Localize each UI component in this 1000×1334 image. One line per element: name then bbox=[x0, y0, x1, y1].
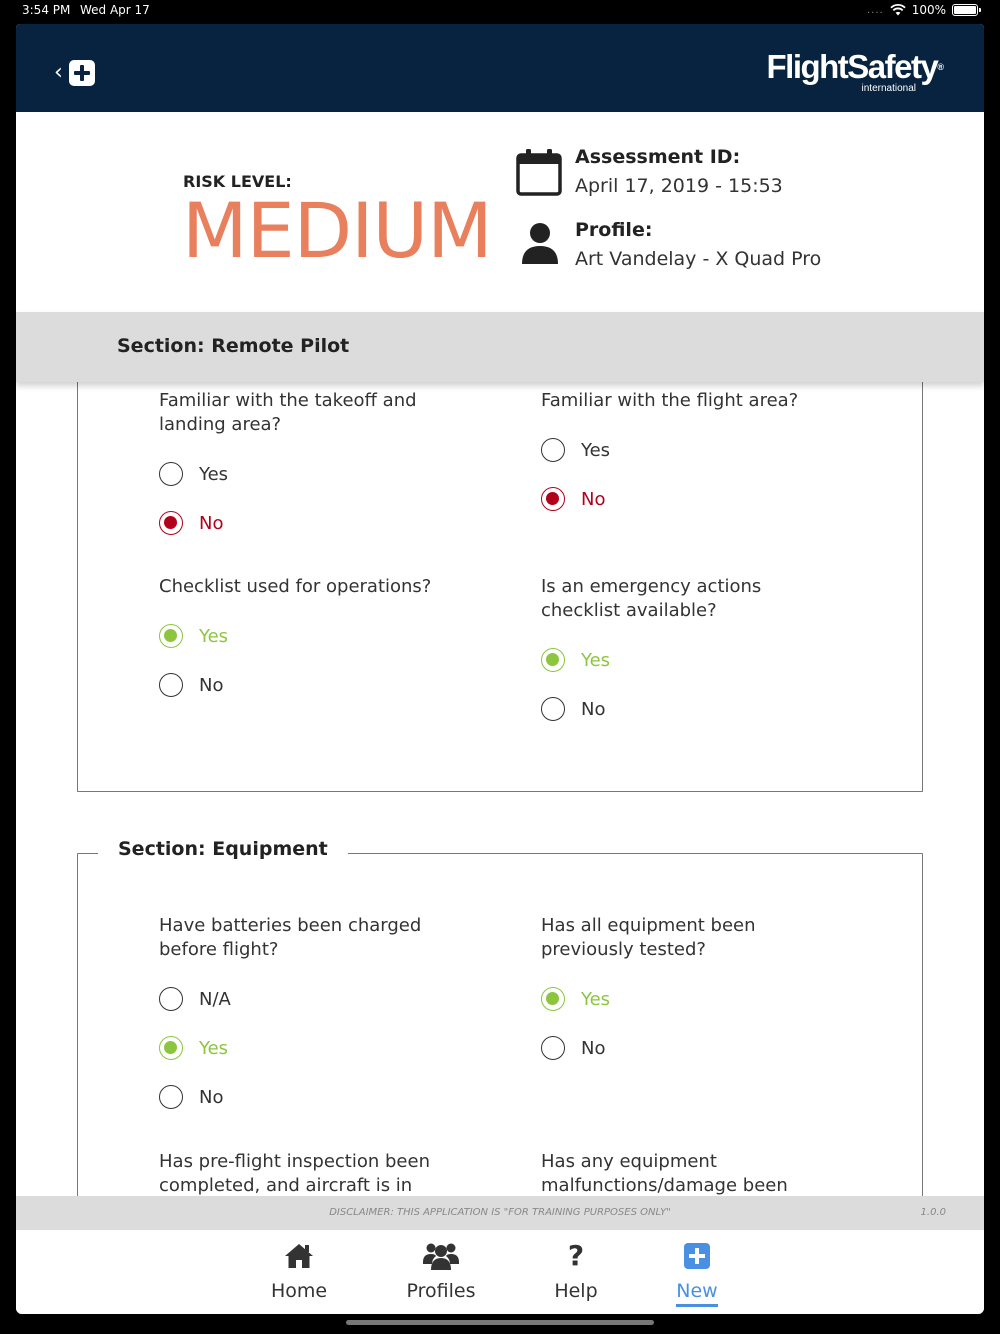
question-preflight-inspection bbox=[159, 1150, 459, 1196]
status-indicators bbox=[867, 3, 978, 17]
question-flight-area bbox=[541, 389, 841, 511]
radio-button-selected[interactable] bbox=[159, 511, 183, 535]
radio-button-selected[interactable] bbox=[541, 487, 565, 511]
radio-button[interactable] bbox=[541, 438, 565, 462]
option-label: Yes bbox=[581, 988, 611, 1010]
profile-label: Profile: bbox=[575, 219, 653, 241]
home-indicator[interactable] bbox=[346, 1320, 654, 1325]
app-window bbox=[16, 24, 984, 1314]
plus-square-icon bbox=[69, 60, 95, 86]
option-no[interactable] bbox=[541, 697, 841, 721]
battery-icon bbox=[952, 4, 978, 16]
app-header bbox=[16, 24, 984, 112]
question-text: Is an emergency actions checklist available? bbox=[541, 576, 762, 621]
risk-level-value: MEDIUM bbox=[182, 186, 492, 275]
option-na[interactable] bbox=[159, 987, 459, 1011]
question-text: Has any equipment malfunctions/damage been bbox=[541, 1151, 788, 1196]
option-label: Yes bbox=[199, 463, 229, 485]
radio-button[interactable] bbox=[159, 462, 183, 486]
back-button[interactable] bbox=[54, 58, 106, 88]
active-tab-indicator bbox=[676, 1304, 718, 1307]
tab-label: Profiles bbox=[406, 1280, 476, 1302]
help-icon: ? bbox=[567, 1239, 585, 1272]
option-label: N/A bbox=[199, 988, 231, 1010]
calendar-icon bbox=[516, 148, 562, 196]
tab-profiles[interactable] bbox=[386, 1240, 496, 1314]
option-label: No bbox=[581, 698, 606, 720]
section-remote-pilot bbox=[77, 382, 923, 792]
radio-button[interactable] bbox=[541, 697, 565, 721]
option-no[interactable] bbox=[159, 673, 459, 697]
question-text: Familiar with the takeoff and landing area? bbox=[159, 390, 417, 435]
radio-button[interactable] bbox=[159, 987, 183, 1011]
wifi-icon bbox=[890, 4, 906, 16]
status-bar bbox=[0, 0, 1000, 22]
option-label: Yes bbox=[199, 1037, 229, 1059]
home-icon bbox=[283, 1240, 315, 1272]
question-text: Have batteries been charged before flight? bbox=[159, 915, 422, 960]
radio-button-selected[interactable] bbox=[159, 1036, 183, 1060]
plus-square-icon bbox=[683, 1240, 711, 1272]
profile-value: Art Vandelay - X Quad Pro bbox=[575, 248, 822, 270]
section-header-remote-pilot bbox=[16, 312, 984, 382]
radio-button[interactable] bbox=[159, 673, 183, 697]
tab-bar bbox=[16, 1230, 984, 1314]
radio-button[interactable] bbox=[541, 1036, 565, 1060]
option-label: No bbox=[581, 488, 606, 510]
option-no[interactable] bbox=[541, 487, 841, 511]
option-label: No bbox=[581, 1037, 606, 1059]
status-time: 3:54 PM bbox=[22, 3, 71, 17]
tab-label: Home bbox=[270, 1280, 328, 1302]
question-text: Familiar with the flight area? bbox=[541, 390, 799, 411]
option-label: Yes bbox=[581, 439, 611, 461]
risk-level-label: RISK LEVEL: bbox=[183, 172, 292, 191]
person-icon bbox=[521, 222, 559, 266]
assessment-form[interactable] bbox=[16, 382, 984, 1196]
section-title: Section: Equipment bbox=[98, 838, 348, 860]
tab-label: Help bbox=[554, 1280, 598, 1302]
radio-button[interactable] bbox=[159, 1085, 183, 1109]
question-batteries-charged bbox=[159, 914, 459, 1109]
option-yes[interactable] bbox=[159, 624, 459, 648]
option-label: No bbox=[199, 1086, 224, 1108]
question-checklist-used bbox=[159, 575, 459, 697]
option-label: No bbox=[199, 512, 224, 534]
option-yes[interactable] bbox=[159, 1036, 459, 1060]
option-yes[interactable] bbox=[541, 438, 841, 462]
option-no[interactable] bbox=[159, 1085, 459, 1109]
tab-label: New bbox=[676, 1280, 718, 1302]
radio-button-selected[interactable] bbox=[541, 987, 565, 1011]
option-label: Yes bbox=[581, 649, 611, 671]
section-equipment bbox=[77, 838, 923, 1196]
question-emergency-checklist bbox=[541, 575, 841, 721]
radio-button-selected[interactable] bbox=[541, 648, 565, 672]
question-equipment-malfunctions bbox=[541, 1150, 841, 1196]
option-no[interactable] bbox=[159, 511, 459, 535]
brand-logo bbox=[766, 48, 945, 94]
profiles-icon bbox=[423, 1240, 459, 1272]
battery-percent: 100% bbox=[911, 3, 946, 17]
question-text: Checklist used for operations? bbox=[159, 576, 432, 597]
option-yes[interactable] bbox=[541, 987, 841, 1011]
option-no[interactable] bbox=[541, 1036, 841, 1060]
tab-help[interactable] bbox=[521, 1240, 631, 1314]
question-equipment-tested bbox=[541, 914, 841, 1060]
signal-icon: .... bbox=[866, 4, 884, 16]
status-date: Wed Apr 17 bbox=[80, 3, 150, 17]
question-takeoff-landing-area bbox=[159, 389, 459, 535]
disclaimer-text: DISCLAIMER: THIS APPLICATION IS "FOR TRAINING PURPOSES ONLY" bbox=[329, 1207, 671, 1218]
brand-name: FlightSafety bbox=[766, 48, 938, 85]
tab-home[interactable] bbox=[244, 1240, 354, 1314]
assessment-id-value: April 17, 2019 - 15:53 bbox=[575, 175, 783, 197]
question-text: Has pre-flight inspection been completed, and aircraft is in bbox=[159, 1151, 430, 1196]
option-label: No bbox=[199, 674, 224, 696]
app-version: 1.0.0 bbox=[920, 1207, 946, 1218]
question-text: Has all equipment been previously tested? bbox=[541, 915, 756, 960]
tab-new[interactable] bbox=[642, 1240, 752, 1314]
section-title: Section: Remote Pilot bbox=[117, 335, 350, 357]
disclaimer-bar bbox=[16, 1196, 984, 1230]
chevron-left-icon: ‹ bbox=[54, 60, 63, 85]
brand-registered-mark: ® bbox=[937, 62, 944, 72]
assessment-id-label: Assessment ID: bbox=[575, 146, 741, 168]
option-yes[interactable] bbox=[541, 648, 841, 672]
option-yes[interactable] bbox=[159, 462, 459, 486]
assessment-summary bbox=[16, 112, 984, 312]
radio-button-selected[interactable] bbox=[159, 624, 183, 648]
option-label: Yes bbox=[199, 625, 229, 647]
brand-subtitle: international bbox=[861, 83, 916, 94]
